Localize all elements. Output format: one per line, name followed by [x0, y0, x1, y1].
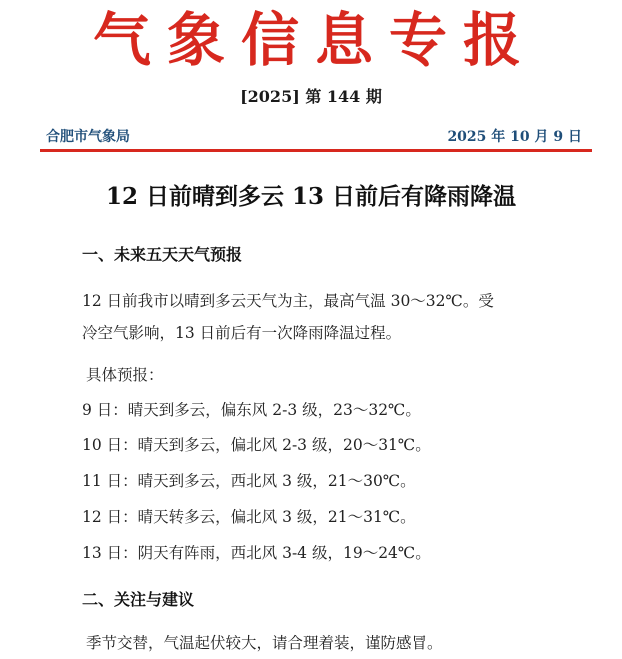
section-1-title: 一、未来五天天气预报: [82, 245, 243, 264]
meta-row: [46, 126, 582, 146]
masthead-title: 气象信息专报: [92, 6, 537, 74]
forecast-day-11: 11 日：晴天到多云，西北风 3 级，21～30℃。: [82, 472, 416, 490]
issue-date: 2025 年 10 月 9 日: [447, 129, 582, 145]
forecast-day-13: 13 日：阴天有阵雨，西北风 3-4 级，19～24℃。: [82, 544, 431, 562]
forecast-day-9: 9 日：晴天到多云，偏东风 2-3 级，23～32℃。: [82, 401, 421, 419]
headline: 12 日前晴到多云 13 日前后有降雨降温: [105, 183, 517, 210]
advice-text: 季节交替，气温起伏较大，请合理着装，谨防感冒。: [86, 634, 443, 652]
forecast-day-12: 12 日：晴天转多云，偏北风 3 级，21～31℃。: [82, 508, 416, 526]
header-divider: [40, 149, 592, 152]
summary-line-2: 冷空气影响，13 日前后有一次降雨降温过程。: [82, 324, 402, 342]
summary-line-1: 12 日前我市以晴到多云天气为主，最高气温 30～32℃。受: [82, 292, 494, 310]
forecast-detail-label: 具体预报：: [86, 366, 164, 384]
issue-number: [2025] 第 144 期: [240, 87, 382, 106]
forecast-day-10: 10 日：晴天到多云，偏北风 2-3 级，20～31℃。: [82, 436, 431, 454]
section-2-title: 二、关注与建议: [82, 590, 195, 609]
issuing-bureau: 合肥市气象局: [46, 129, 130, 145]
